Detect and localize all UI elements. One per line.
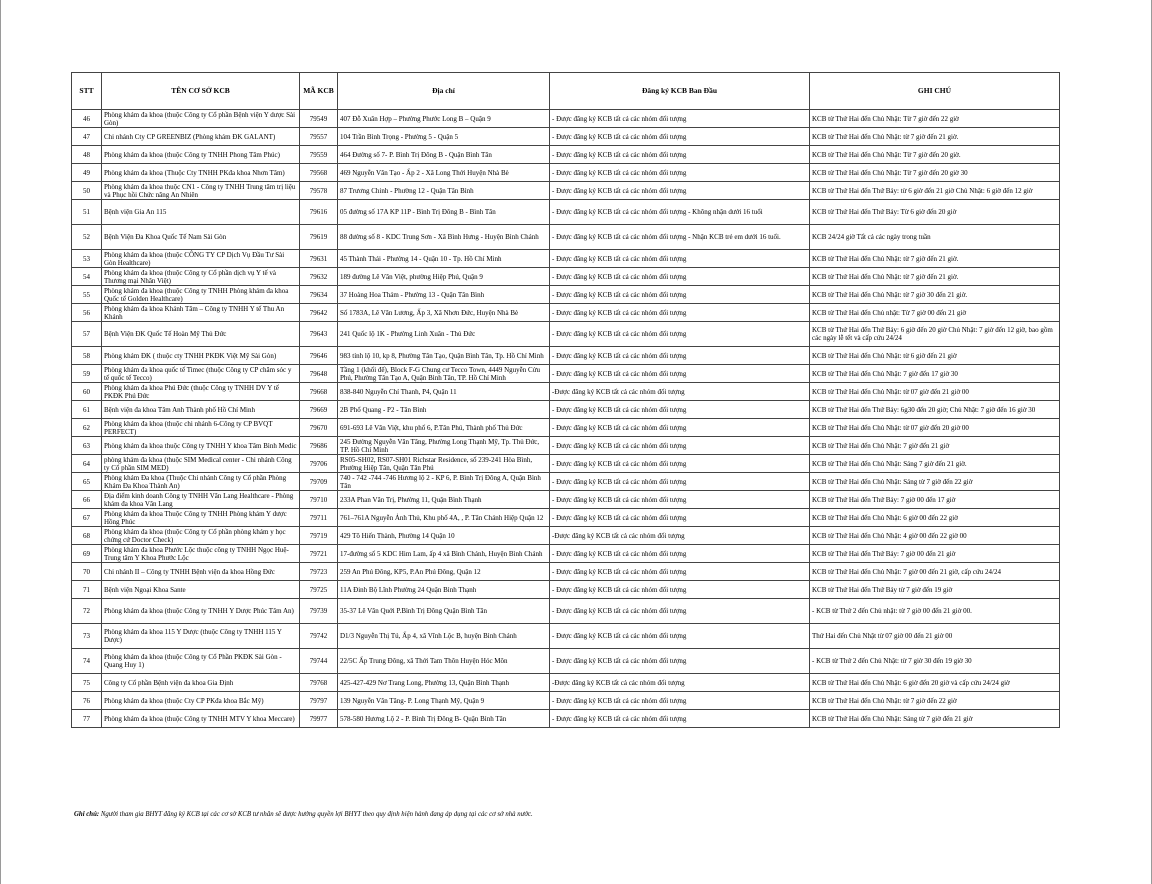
table-row <box>72 164 1060 182</box>
table-row <box>72 419 1060 437</box>
cell-dia-chi: 578-580 Hương Lộ 2 - P. Bình Trị Đông B- Quận Bình Tân <box>338 710 550 728</box>
table-row <box>72 347 1060 365</box>
cell-dia-chi: 469 Nguyễn Văn Tạo - Ấp 2 - Xã Long Thới Huyện Nhà Bè <box>338 164 550 182</box>
cell-dang-ky: - Được đăng ký KCB tất cả các nhóm đối tượng <box>550 365 810 383</box>
cell-ten-co-so: Phòng khám ĐK ( thuộc cty TNHH PKĐK Việt Mỹ Sài Gòn) <box>102 347 300 365</box>
cell-ghi-chu: KCB từ Thứ Hai đến Chủ Nhật: Từ 7 giờ đến 22 giờ <box>810 110 1060 128</box>
cell-stt: 66 <box>72 491 102 509</box>
cell-dang-ky: - Được đăng ký KCB tất cả các nhóm đối tượng <box>550 401 810 419</box>
cell-ma-kcb: 79631 <box>300 250 338 268</box>
cell-ma-kcb: 79768 <box>300 674 338 692</box>
cell-ma-kcb: 79977 <box>300 710 338 728</box>
cell-ma-kcb: 79632 <box>300 268 338 286</box>
cell-dang-ky: - Được đăng ký KCB tất cả các nhóm đối tượng <box>550 563 810 581</box>
table-row <box>72 624 1060 649</box>
table-row <box>72 599 1060 624</box>
cell-ten-co-so: Bệnh Viện ĐK Quốc Tế Hoàn Mỹ Thủ Đức <box>102 322 300 347</box>
cell-stt: 50 <box>72 182 102 200</box>
header-ma-kcb: MÃ KCB <box>300 73 338 110</box>
cell-dia-chi: 104 Trần Bình Trọng - Phường 5 - Quận 5 <box>338 128 550 146</box>
cell-ghi-chu: KCB từ Thứ Hai đến Thứ Bảy: 7 giờ 00 đến 21 giờ <box>810 545 1060 563</box>
cell-ten-co-so: Bệnh viện Ngoại Khoa Sante <box>102 581 300 599</box>
cell-dia-chi: 22/5C Ấp Trung Đông, xã Thới Tam Thôn Huyện Hóc Môn <box>338 649 550 674</box>
cell-ma-kcb: 79642 <box>300 304 338 322</box>
cell-ma-kcb: 79742 <box>300 624 338 649</box>
cell-dang-ky: - Được đăng ký KCB tất cả các nhóm đối tượng <box>550 164 810 182</box>
cell-dia-chi: 37 Hoàng Hoa Thám - Phường 13 - Quận Tân Bình <box>338 286 550 304</box>
cell-dia-chi: 139 Nguyễn Văn Tăng- P. Long Thạnh Mỹ, Quận 9 <box>338 692 550 710</box>
cell-stt: 64 <box>72 455 102 473</box>
cell-dang-ky: - Được đăng ký KCB tất cả các nhóm đối tượng <box>550 322 810 347</box>
cell-ghi-chu: KCB từ Thứ Hai đến Chủ Nhật: Sáng 7 giờ đến 21 giờ. <box>810 455 1060 473</box>
cell-ghi-chu: KCB từ Thứ Hai đến Chủ Nhật: từ 07 giờ đến 20 giờ 00 <box>810 419 1060 437</box>
footnote-label: Ghi chú: <box>74 811 100 818</box>
cell-dia-chi: 838-840 Nguyễn Chí Thanh, P4, Quận 11 <box>338 383 550 401</box>
cell-ghi-chu: KCB từ Thứ Hai đến Thứ Bảy: từ 6 giờ đến 21 giờ Chủ Nhật: 6 giờ đến 12 giờ <box>810 182 1060 200</box>
cell-ten-co-so: Phòng khám đa khoa (thuộc Công ty Cổ phần phòng khám y học chứng cứ Doctor Check) <box>102 527 300 545</box>
table-row <box>72 491 1060 509</box>
cell-ten-co-so: Phòng khám đa khoa (thuộc Công ty TNHH MTV Y khoa Meccare) <box>102 710 300 728</box>
header-dang-ky: Đăng ký KCB Ban Đầu <box>550 73 810 110</box>
cell-dia-chi: 407 Đỗ Xuân Hợp – Phường Phước Long B – Quận 9 <box>338 110 550 128</box>
table-row <box>72 383 1060 401</box>
cell-dia-chi: 11A Đinh Bộ Lĩnh Phường 24 Quận Bình Thạnh <box>338 581 550 599</box>
cell-stt: 74 <box>72 649 102 674</box>
cell-dia-chi: 429 Tô Hiến Thành, Phường 14 Quận 10 <box>338 527 550 545</box>
cell-dang-ky: - Được đăng ký KCB tất cả các nhóm đối tượng <box>550 268 810 286</box>
cell-dang-ky: - Được đăng ký KCB tất cả các nhóm đối tượng <box>550 146 810 164</box>
cell-dang-ky: - Được đăng ký KCB tất cả các nhóm đối tượng <box>550 491 810 509</box>
cell-ma-kcb: 79568 <box>300 164 338 182</box>
cell-stt: 75 <box>72 674 102 692</box>
cell-ghi-chu: KCB 24/24 giờ Tất cả các ngày trong tuần <box>810 225 1060 250</box>
cell-ma-kcb: 79797 <box>300 692 338 710</box>
cell-ghi-chu: KCB từ Thứ Hai đến Thứ Bảy: 7 giờ 00 đến 17 giờ <box>810 491 1060 509</box>
cell-ma-kcb: 79719 <box>300 527 338 545</box>
cell-ten-co-so: Phòng khám đa khoa quốc tế Timec (thuộc Công ty CP chăm sóc y tế quốc tế Tecco) <box>102 365 300 383</box>
cell-dang-ky: - Được đăng ký KCB tất cả các nhóm đối tượng <box>550 692 810 710</box>
table-row <box>72 527 1060 545</box>
cell-ten-co-so: Phòng khám đa khoa Thuộc Công ty TNHH Phòng khám Y dược Hồng Phúc <box>102 509 300 527</box>
cell-ghi-chu: KCB từ Thứ Hai đến Thứ Bảy từ 7 giờ đến 19 giờ <box>810 581 1060 599</box>
cell-ghi-chu: KCB từ Thứ Hai đến Chủ nhật: Từ 7 giờ 00 đến 21 giờ <box>810 304 1060 322</box>
cell-ten-co-so: Phòng khám đa khoa (Thuộc Cty TNHH PKđa khoa Nhơn Tâm) <box>102 164 300 182</box>
table-row <box>72 365 1060 383</box>
table-row <box>72 710 1060 728</box>
cell-ten-co-so: Phòng khám đa khoa Khánh Tâm – Công ty TNHH Y tế Thu An Khánh <box>102 304 300 322</box>
cell-dang-ky: -Được đăng ký KCB tất cả các nhóm đối tượng <box>550 383 810 401</box>
cell-stt: 67 <box>72 509 102 527</box>
cell-dang-ky: - Được đăng ký KCB tất cả các nhóm đối tượng <box>550 182 810 200</box>
cell-ghi-chu: KCB từ Thứ Hai đến Chủ Nhật: từ 7 giờ đến 21 giờ. <box>810 250 1060 268</box>
footnote-text: Người tham gia BHYT đăng ký KCB tại các cơ sở KCB tư nhân sẽ được hưởng quyền lợi BHYT theo quy định hiện hành đang áp dụng tại các cơ sở nhà nước. <box>100 811 533 818</box>
cell-ten-co-so: Phòng khám đa khoa (thuộc Công ty TNHH Phong Tâm Phúc) <box>102 146 300 164</box>
cell-dia-chi: Số 1783A, Lê Văn Lương, Ấp 3, Xã Nhơn Đức, Huyện Nhà Bè <box>338 304 550 322</box>
cell-ten-co-so: Chi nhánh Cty CP GREENBIZ (Phòng khám ĐK GALANT) <box>102 128 300 146</box>
cell-ma-kcb: 79578 <box>300 182 338 200</box>
cell-ten-co-so: Phòng khám đa khoa 115 Y Dược (thuộc Công ty TNHH 115 Y Dược) <box>102 624 300 649</box>
cell-ma-kcb: 79739 <box>300 599 338 624</box>
cell-ten-co-so: Phòng khám đa khoa (thuộc Công ty TNHH Phòng khám đa khoa Quốc tế Golden Healthcare) <box>102 286 300 304</box>
cell-ten-co-so: Phòng khám Đa khoa (Thuộc Chi nhánh Công ty Cổ phần Phòng Khám Đa Khoa Thành An) <box>102 473 300 491</box>
cell-dang-ky: - Được đăng ký KCB tất cả các nhóm đối tượng <box>550 624 810 649</box>
cell-ghi-chu: KCB từ Thứ Hai đến Chủ Nhật: từ 7 giờ đến 22 giờ <box>810 692 1060 710</box>
cell-stt: 54 <box>72 268 102 286</box>
cell-dia-chi: 45 Thành Thái - Phường 14 - Quận 10 - Tp. Hồ Chí Minh <box>338 250 550 268</box>
cell-dia-chi: 761–761A Nguyễn Ảnh Thủ, Khu phố 4A, , P. Tân Chánh Hiệp Quận 12 <box>338 509 550 527</box>
table-row <box>72 250 1060 268</box>
header-dia-chi: Địa chỉ <box>338 73 550 110</box>
cell-stt: 68 <box>72 527 102 545</box>
facility-table <box>71 72 1060 728</box>
cell-stt: 76 <box>72 692 102 710</box>
table-row <box>72 200 1060 225</box>
table-row <box>72 545 1060 563</box>
cell-ma-kcb: 79710 <box>300 491 338 509</box>
table-row <box>72 692 1060 710</box>
cell-dang-ky: - Được đăng ký KCB tất cả các nhóm đối tượng <box>550 710 810 728</box>
page-edge-left <box>0 0 1 884</box>
cell-ma-kcb: 79648 <box>300 365 338 383</box>
table-row <box>72 674 1060 692</box>
cell-dia-chi: 983 tỉnh lộ 10, kp 8, Phường Tân Tạo, Quận Bình Tân, Tp. Hồ Chí Minh <box>338 347 550 365</box>
cell-ten-co-so: Bệnh viện đa khoa Tâm Anh Thành phố Hồ Chí Minh <box>102 401 300 419</box>
cell-dia-chi: 259 An Phú Đông, KP5, P.An Phú Đông, Quận 12 <box>338 563 550 581</box>
cell-dia-chi: 17-đường số 5 KDC Him Lam, ấp 4 xã Bình Chánh, Huyện Bình Chánh <box>338 545 550 563</box>
table-row <box>72 268 1060 286</box>
cell-ghi-chu: KCB từ Thứ Hai đến Chủ Nhật: từ 7 giờ 30 đến 21 giờ. <box>810 286 1060 304</box>
cell-ten-co-so: Địa điểm kinh doanh Công ty TNHH Văn Lang Healthcare - Phòng khám đa khoa Văn Lang <box>102 491 300 509</box>
table-row <box>72 649 1060 674</box>
table-header-row <box>72 73 1060 110</box>
header-stt: STT <box>72 73 102 110</box>
cell-stt: 62 <box>72 419 102 437</box>
cell-ten-co-so: Công ty Cổ phần Bệnh viện đa khoa Gia Định <box>102 674 300 692</box>
cell-dia-chi: 2B Phổ Quang - P2 - Tân Bình <box>338 401 550 419</box>
header-ten-co-so: TÊN CƠ SỞ KCB <box>102 73 300 110</box>
cell-dang-ky: - Được đăng ký KCB tất cả các nhóm đối tượng <box>550 545 810 563</box>
cell-ten-co-so: Phòng khám đa khoa Phú Đức (thuộc Công ty TNHH DV Y tế PKĐK Phú Đức <box>102 383 300 401</box>
cell-ghi-chu: - KCB từ Thứ 2 đến Chủ nhật: từ 7 giờ 00 đến 21 giờ 00. <box>810 599 1060 624</box>
cell-dang-ky: - Được đăng ký KCB tất cả các nhóm đối tượng <box>550 437 810 455</box>
table-body <box>72 110 1060 728</box>
cell-ten-co-so: Phòng khám đa khoa (thuộc chi nhánh 6-Công ty CP BVQT PERFECT) <box>102 419 300 437</box>
table-row <box>72 182 1060 200</box>
cell-ma-kcb: 79686 <box>300 437 338 455</box>
cell-stt: 47 <box>72 128 102 146</box>
table-row <box>72 581 1060 599</box>
cell-dia-chi: 233A Phan Văn Trị, Phường 11, Quận Bình Thạnh <box>338 491 550 509</box>
table-row <box>72 322 1060 347</box>
cell-stt: 46 <box>72 110 102 128</box>
cell-ghi-chu: KCB từ Thứ Hai đến Thứ Bảy: 6g30 đến 20 giờ; Chủ Nhật: 7 giờ đến 16 giờ 30 <box>810 401 1060 419</box>
cell-stt: 61 <box>72 401 102 419</box>
cell-stt: 53 <box>72 250 102 268</box>
cell-ghi-chu: KCB từ Thứ Hai đến Chủ Nhật: Từ 7 giờ đến 20 giờ. <box>810 146 1060 164</box>
cell-ten-co-so: Phòng khám đa khoa (thuộc Công ty Cổ Phần PKĐK Sài Gòn - Quang Huy 1) <box>102 649 300 674</box>
table-row <box>72 455 1060 473</box>
cell-ma-kcb: 79669 <box>300 401 338 419</box>
cell-dang-ky: - Được đăng ký KCB tất cả các nhóm đối tượng <box>550 649 810 674</box>
cell-ghi-chu: KCB từ Thứ Hai đến Thứ Bảy: Từ 6 giờ đến 20 giờ <box>810 200 1060 225</box>
cell-ghi-chu: KCB từ Thứ Hai đến Chủ Nhật: 7 giờ đến 21 giờ <box>810 437 1060 455</box>
cell-ten-co-so: Bệnh viện Gia An 115 <box>102 200 300 225</box>
footnote <box>74 811 533 818</box>
cell-ghi-chu: KCB từ Thứ Hai đến Chủ Nhật: Sáng từ 7 giờ đến 21 giờ <box>810 710 1060 728</box>
cell-ghi-chu: KCB từ Thứ Hai đến Chủ Nhật: 7 giờ đến 17 giờ 30 <box>810 365 1060 383</box>
cell-stt: 52 <box>72 225 102 250</box>
cell-stt: 57 <box>72 322 102 347</box>
cell-stt: 49 <box>72 164 102 182</box>
cell-dang-ky: - Được đăng ký KCB tất cả các nhóm đối tượng <box>550 599 810 624</box>
cell-dang-ky: - Được đăng ký KCB tất cả các nhóm đối tượng <box>550 509 810 527</box>
cell-stt: 63 <box>72 437 102 455</box>
cell-ten-co-so: phòng khám đa khoa (thuộc SIM Medical center - Chi nhánh Công ty Cổ phần SIM MED) <box>102 455 300 473</box>
cell-ma-kcb: 79559 <box>300 146 338 164</box>
table-row <box>72 473 1060 491</box>
cell-ghi-chu: KCB từ Thứ Hai đến Chủ Nhật: từ 7 giờ đến 21 giờ. <box>810 268 1060 286</box>
cell-ma-kcb: 79723 <box>300 563 338 581</box>
cell-ma-kcb: 79634 <box>300 286 338 304</box>
cell-ma-kcb: 79711 <box>300 509 338 527</box>
cell-ten-co-so: Phòng khám đa khoa Phước Lộc thuộc công ty TNHH Ngọc Huệ-Trung tâm Y Khoa Phước Lộc <box>102 545 300 563</box>
cell-stt: 73 <box>72 624 102 649</box>
cell-dang-ky: - Được đăng ký KCB tất cả các nhóm đối tượng <box>550 581 810 599</box>
cell-dia-chi: D1/3 Nguyễn Thị Tú, Ấp 4, xã Vĩnh Lộc B, huyện Bình Chánh <box>338 624 550 649</box>
cell-dia-chi: 425-427-429 Nơ Trang Long, Phường 13, Quận Bình Thạnh <box>338 674 550 692</box>
cell-ten-co-so: Bệnh Viện Đa Khoa Quốc Tế Nam Sài Gòn <box>102 225 300 250</box>
cell-dia-chi: 691-693 Lê Văn Việt, khu phố 6, P.Tân Phú, Thành phố Thủ Đức <box>338 419 550 437</box>
cell-ten-co-so: Phòng khám đa khoa (thuộc Công ty TNHH Y Dược Phúc Tâm An) <box>102 599 300 624</box>
cell-ghi-chu: KCB từ Thứ Hai đến Chủ Nhật: từ 6 giờ đến 21 giờ <box>810 347 1060 365</box>
cell-dia-chi: 241 Quốc lộ 1K - Phường Linh Xuân - Thủ Đức <box>338 322 550 347</box>
table-row <box>72 146 1060 164</box>
cell-ma-kcb: 79744 <box>300 649 338 674</box>
cell-dia-chi: 35-37 Lê Văn Quới P.Bình Trị Đông Quận Bình Tân <box>338 599 550 624</box>
table-row <box>72 225 1060 250</box>
cell-stt: 69 <box>72 545 102 563</box>
cell-ghi-chu: KCB từ Thứ Hai đến Chủ Nhật: 7 giờ 00 đến 21 giờ, cấp cứu 24/24 <box>810 563 1060 581</box>
cell-ghi-chu: KCB từ Thứ Hai đến Chủ Nhật: Sáng từ 7 giờ đến 22 giờ <box>810 473 1060 491</box>
cell-ghi-chu: KCB từ Thứ Hai đến Chủ Nhật: 6 giờ 00 đến 22 giờ <box>810 509 1060 527</box>
cell-dang-ky: - Được đăng ký KCB tất cả các nhóm đối tượng <box>550 286 810 304</box>
cell-stt: 77 <box>72 710 102 728</box>
cell-ten-co-so: Phòng khám đa khoa (thuộc CÔNG TY CP Dịch Vụ Đầu Tư Sài Gòn Healthcare) <box>102 250 300 268</box>
cell-stt: 58 <box>72 347 102 365</box>
cell-ma-kcb: 79619 <box>300 225 338 250</box>
cell-stt: 56 <box>72 304 102 322</box>
cell-ten-co-so: Phòng khám đa khoa (thuộc Công ty Cổ phần Bệnh viện Y dược Sài Gòn) <box>102 110 300 128</box>
cell-ma-kcb: 79557 <box>300 128 338 146</box>
cell-stt: 51 <box>72 200 102 225</box>
table-row <box>72 110 1060 128</box>
cell-dia-chi: 245 Đường Nguyễn Văn Tăng, Phường Long Thạnh Mỹ, Tp. Thủ Đức, TP. Hồ Chí Minh <box>338 437 550 455</box>
table-row <box>72 509 1060 527</box>
cell-ghi-chu: KCB từ Thứ Hai đến Thứ Bảy: 6 giờ đến 20 giờ Chủ Nhật: 7 giờ đến 12 giờ, bao gồm các ngày lễ tết và cấp cứu 24/24 <box>810 322 1060 347</box>
cell-ma-kcb: 79646 <box>300 347 338 365</box>
cell-ten-co-so: Phòng khám đa khoa (thuộc Công ty Cổ phần dịch vụ Y tế và Thương mại Nhân Việt) <box>102 268 300 286</box>
cell-ma-kcb: 79725 <box>300 581 338 599</box>
cell-stt: 65 <box>72 473 102 491</box>
cell-ma-kcb: 79706 <box>300 455 338 473</box>
cell-ten-co-so: Phòng khám đa khoa thuộc CN1 - Công ty TNHH Trung tâm trị liệu và Phục hồi Chức năng An Nhiên <box>102 182 300 200</box>
cell-dang-ky: - Được đăng ký KCB tất cả các nhóm đối tượng - Không nhận dưới 16 tuổi <box>550 200 810 225</box>
cell-ma-kcb: 79721 <box>300 545 338 563</box>
cell-dia-chi: Tầng 1 (khối đế), Block F-G Chung cư Tecco Town, 4449 Nguyễn Cửu Phú, Phường Tân Tạo A, Quận Bình Tân, TP. Hồ Chí Minh <box>338 365 550 383</box>
table-row <box>72 401 1060 419</box>
cell-dia-chi: RS05-SH02, RS07-SH01 Richstar Residence, số 239-241 Hòa Bình, Phường Hiệp Tân, Quận Tân Phú <box>338 455 550 473</box>
cell-ghi-chu: KCB từ Thứ Hai đến Chủ Nhật: từ 07 giờ đến 21 giờ 00 <box>810 383 1060 401</box>
cell-ma-kcb: 79668 <box>300 383 338 401</box>
cell-dia-chi: 189 đường Lê Văn Việt, phường Hiệp Phú, Quận 9 <box>338 268 550 286</box>
cell-dang-ky: - Được đăng ký KCB tất cả các nhóm đối tượng - Nhận KCB trẻ em dưới 16 tuổi. <box>550 225 810 250</box>
cell-ma-kcb: 79616 <box>300 200 338 225</box>
cell-stt: 71 <box>72 581 102 599</box>
cell-ma-kcb: 79643 <box>300 322 338 347</box>
cell-ten-co-so: Chi nhánh II – Công ty TNHH Bệnh viện đa khoa Hồng Đức <box>102 563 300 581</box>
cell-dang-ky: - Được đăng ký KCB tất cả các nhóm đối tượng <box>550 304 810 322</box>
cell-ghi-chu: KCB từ Thứ Hai đến Chủ Nhật: Từ 7 giờ đến 20 giờ 30 <box>810 164 1060 182</box>
table-row <box>72 437 1060 455</box>
cell-dang-ky: - Được đăng ký KCB tất cả các nhóm đối tượng <box>550 473 810 491</box>
table-row <box>72 286 1060 304</box>
cell-ghi-chu: - KCB từ Thứ 2 đến Chủ Nhật: từ 7 giờ 30 đến 19 giờ 30 <box>810 649 1060 674</box>
cell-ghi-chu: KCB từ Thứ Hai đến Chủ Nhật: 4 giờ 00 đến 22 giờ 00 <box>810 527 1060 545</box>
cell-ten-co-so: Phòng khám đa khoa (thuộc Cty CP PKđa khoa Bắc Mỹ) <box>102 692 300 710</box>
cell-dia-chi: 05 đường số 17A KP 11P - Bình Trị Đông B - Bình Tân <box>338 200 550 225</box>
cell-ghi-chu: KCB từ Thứ Hai đến Chủ Nhật: 6 giờ đến 20 giờ và cấp cứu 24/24 giờ <box>810 674 1060 692</box>
cell-stt: 55 <box>72 286 102 304</box>
cell-ghi-chu: Thứ Hai đến Chủ Nhật từ 07 giờ 00 đến 21 giờ 00 <box>810 624 1060 649</box>
cell-dang-ky: - Được đăng ký KCB tất cả các nhóm đối tượng <box>550 128 810 146</box>
cell-stt: 48 <box>72 146 102 164</box>
cell-ghi-chu: KCB từ Thứ Hai đến Chủ Nhật: từ 7 giờ đến 21 giờ. <box>810 128 1060 146</box>
cell-stt: 72 <box>72 599 102 624</box>
cell-ma-kcb: 79670 <box>300 419 338 437</box>
cell-stt: 70 <box>72 563 102 581</box>
header-ghi-chu: GHI CHÚ <box>810 73 1060 110</box>
cell-dia-chi: 87 Trương Chinh - Phường 12 - Quận Tân Bình <box>338 182 550 200</box>
cell-dang-ky: - Được đăng ký KCB tất cả các nhóm đối tượng <box>550 455 810 473</box>
cell-dia-chi: 740 - 742 -744 -746 Hương lộ 2 - KP 6, P. Bình Trị Đông A, Quận Bình Tân <box>338 473 550 491</box>
cell-dang-ky: - Được đăng ký KCB tất cả các nhóm đối tượng <box>550 110 810 128</box>
table-row <box>72 128 1060 146</box>
cell-dia-chi: 88 đường số 8 - KDC Trung Sơn - Xã Bình Hưng - Huyện Bình Chánh <box>338 225 550 250</box>
table-row <box>72 304 1060 322</box>
cell-dang-ky: - Được đăng ký KCB tất cả các nhóm đối tượng <box>550 250 810 268</box>
cell-dia-chi: 464 Đường số 7- P. Bình Trị Đông B - Quận Bình Tân <box>338 146 550 164</box>
cell-ten-co-so: Phòng khám đa khoa thuộc Công ty TNHH Y khoa Tâm Bình Medic <box>102 437 300 455</box>
cell-ma-kcb: 79709 <box>300 473 338 491</box>
cell-dang-ky: - Được đăng ký KCB tất cả các nhóm đối tượng <box>550 347 810 365</box>
cell-dang-ky: -Được đăng ký KCB tất cả các nhóm đối tượng <box>550 674 810 692</box>
table-row <box>72 563 1060 581</box>
cell-stt: 59 <box>72 365 102 383</box>
cell-dang-ky: -Được đăng ký KCB tất cả các nhóm đối tượng <box>550 527 810 545</box>
cell-stt: 60 <box>72 383 102 401</box>
cell-dang-ky: - Được đăng ký KCB tất cả các nhóm đối tượng <box>550 419 810 437</box>
cell-ma-kcb: 79549 <box>300 110 338 128</box>
